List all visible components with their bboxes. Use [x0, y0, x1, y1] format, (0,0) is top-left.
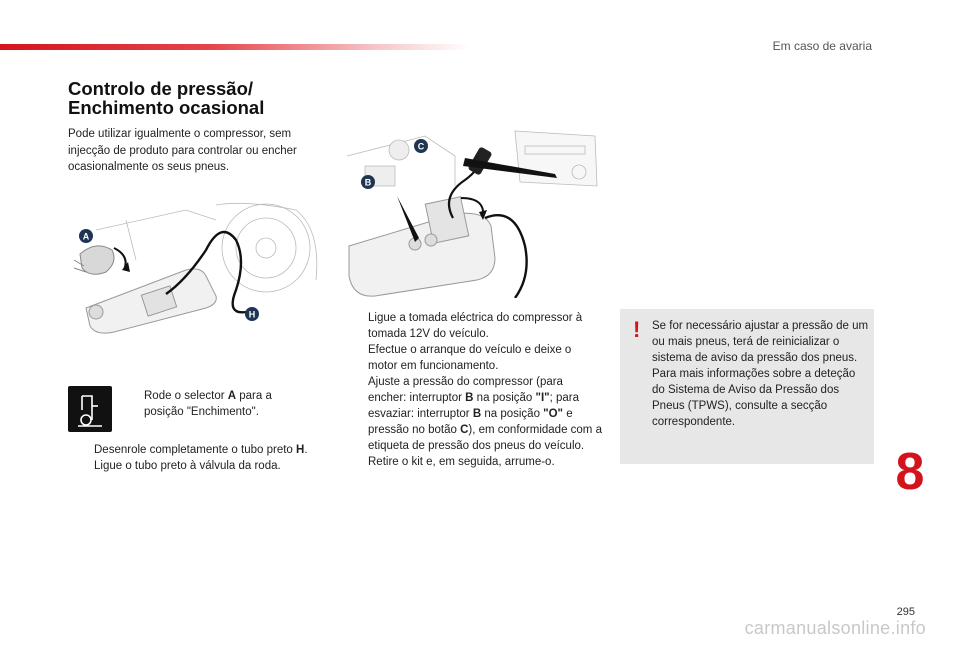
list-item: Ligue a tomada eléctrica do compressor à tomada 12V do veículo.: [368, 312, 583, 340]
callout-label-b: B: [364, 177, 372, 188]
exclamation-icon: !: [633, 317, 641, 342]
page-title-line-1: Controlo de pressão/: [68, 78, 254, 99]
step-list-hose: [68, 442, 328, 474]
tyre-pressure-gauge-icon: [68, 386, 112, 432]
warning-box: [620, 309, 874, 464]
list-item: Ajuste a pressão do compressor (para encher: interruptor B na posição "I"; para esvaziar: interruptor B na posição "O" e pressão no botão C), em conformidade com a etiqueta de pressão dos pneus do veículo.: [368, 376, 602, 452]
callout-label-h: H: [248, 309, 256, 320]
step-list-compressor: [342, 310, 602, 470]
intro-paragraph: Pode utilizar igualmente o compressor, sem injecção de produto para controlar ou encher ocasionalmente os seus pneus.: [68, 128, 297, 173]
page-title: [68, 79, 264, 117]
chapter-number: 8: [895, 443, 925, 501]
warning-text: Se for necessário ajustar a pressão de um ou mais pneus, terá de reinicializar o sistema de aviso da pressão dos pneus. Para mais informações sobre a deteção do Sistema de Aviso da Pressão dos Pneus (TPWS), consulte a secção correspondente.: [652, 320, 869, 428]
list-item: Ligue o tubo preto à válvula da roda.: [94, 460, 281, 472]
watermark: carmanualsonline.info: [744, 618, 926, 638]
header-red-bar: [0, 44, 470, 50]
list-item: Retire o kit e, em seguida, arrume-o.: [368, 456, 555, 468]
chapter-title: Em caso de avaria: [772, 39, 872, 53]
page-title-line-2: Enchimento ocasional: [68, 97, 265, 118]
page-number: 295: [896, 606, 915, 618]
list-item: Desenrole completamente o tubo preto H.: [94, 444, 308, 456]
callout-label-a: A: [82, 231, 90, 242]
step-list-selector: [118, 388, 308, 420]
callout-label-c: C: [417, 141, 425, 152]
list-item: Rode o selector A para a posição "Enchimento".: [144, 390, 272, 418]
compressor-detail-illustration: [345, 126, 600, 298]
compressor-wheel-illustration: [66, 200, 324, 336]
list-item: Efectue o arranque do veículo e deixe o motor em funcionamento.: [368, 344, 572, 372]
